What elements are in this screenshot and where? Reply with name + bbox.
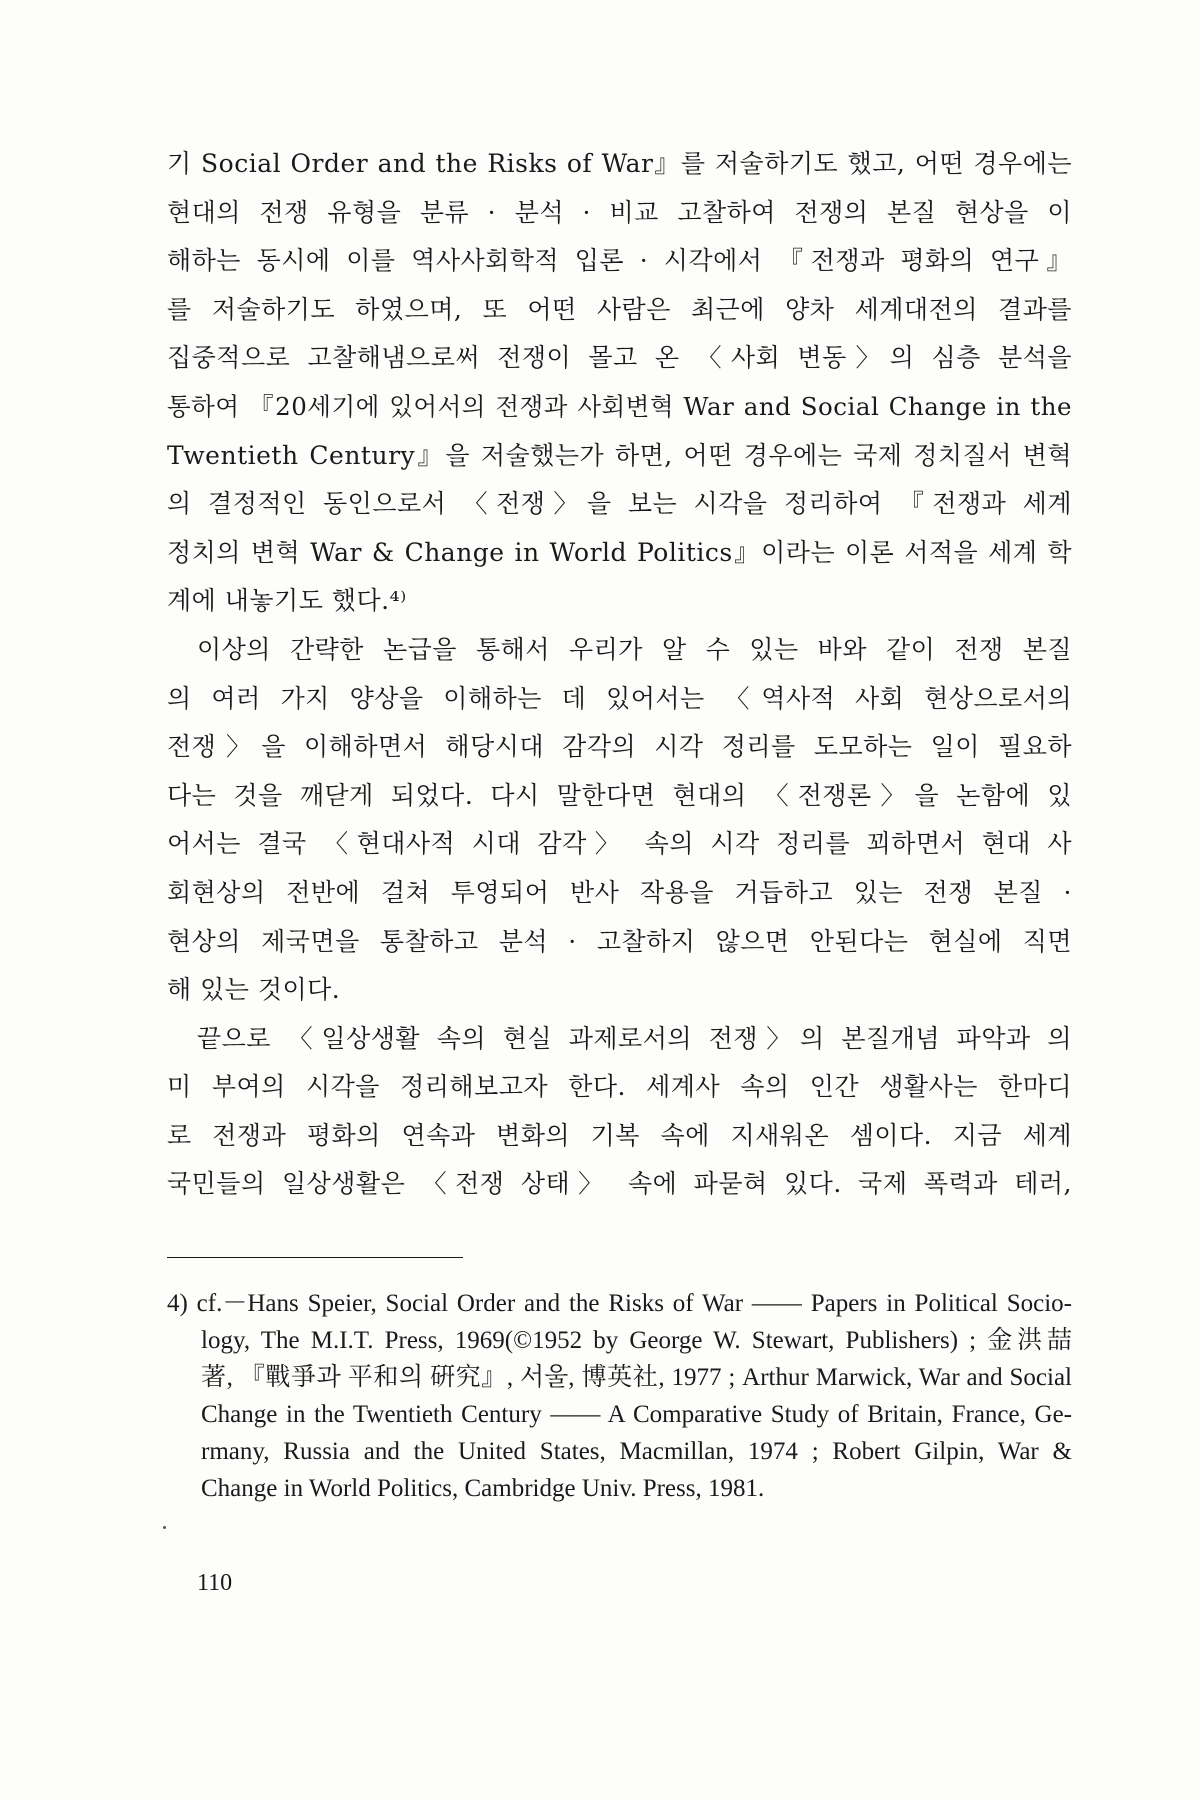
page-number: 110 <box>197 1570 233 1596</box>
scan-speck <box>163 1526 166 1529</box>
body-line: 전쟁〉을 이해하면서 해당시대 감각의 시각 정리를 도모하는 일이 필요하 <box>167 732 1072 762</box>
footnote-line: rmany, Russia and the United States, Macmillan, 1974 ; Robert Gilpin, War & <box>201 1438 1072 1465</box>
body-line: 다는 것을 깨닫게 되었다. 다시 말한다면 현대의 〈전쟁론〉을 논함에 있 <box>167 780 1072 810</box>
footnote <box>167 1285 1072 1507</box>
body-line: 계에 내놓기도 했다.⁴⁾ <box>167 586 407 616</box>
body-line: Twentieth Century』을 저술했는가 하면, 어떤 경우에는 국제 정치질서 변혁 <box>167 440 1072 470</box>
body-line: 끝으로 〈일상생활 속의 현실 과제로서의 전쟁〉의 본질개념 파악과 의 <box>197 1023 1072 1053</box>
footnote-line: Change in the Twentieth Century —— A Comparative Study of Britain, France, Ge- <box>201 1401 1072 1428</box>
body-line: 통하여 『20세기에 있어서의 전쟁과 사회변혁 War and Social Change in the <box>167 391 1072 421</box>
body-line: 어서는 결국 〈현대사적 시대 감각〉 속의 시각 정리를 꾀하면서 현대 사 <box>167 829 1072 859</box>
body-line: 집중적으로 고찰해냄으로써 전쟁이 몰고 온 〈사회 변동〉의 심층 분석을 <box>167 343 1072 373</box>
body-line: 회현상의 전반에 걸쳐 투영되어 반사 작용을 거듭하고 있는 전쟁 본질 · <box>167 877 1072 907</box>
body-line: 해 있는 것이다. <box>167 975 341 1005</box>
body-line: 기 Social Order and the Risks of War』를 저술하기도 했고, 어떤 경우에는 <box>167 149 1072 178</box>
body-line: 국민들의 일상생활은 〈전쟁 상태〉 속에 파묻혀 있다. 국제 폭력과 테러, <box>167 1169 1072 1199</box>
body-line: 현대의 전쟁 유형을 분류 · 분석 · 비교 고찰하여 전쟁의 본질 현상을 이 <box>167 197 1072 227</box>
body-line: 미 부여의 시각을 정리해보고자 한다. 세계사 속의 인간 생활사는 한마디 <box>167 1072 1072 1102</box>
body-text <box>167 140 1072 1209</box>
footnote-line: logy, The M.I.T. Press, 1969(©1952 by George W. Stewart, Publishers) ; 金洪喆 <box>201 1327 1072 1354</box>
body-line: 로 전쟁과 평화의 연속과 변화의 기복 속에 지새워온 셈이다. 지금 세계 <box>167 1120 1072 1150</box>
body-line: 의 결정적인 동인으로서 〈전쟁〉을 보는 시각을 정리하여 『전쟁과 세계 <box>167 489 1072 519</box>
body-line: 해하는 동시에 이를 역사사회학적 입론 · 시각에서 『전쟁과 평화의 연구』 <box>167 246 1072 276</box>
footnote-rule <box>167 1257 463 1258</box>
footnote-line: 4) cf.－Hans Speier, Social Order and the Risks of War —— Papers in Political Socio- <box>167 1290 1072 1317</box>
body-line: 현상의 제국면을 통찰하고 분석 · 고찰하지 않으면 안된다는 현실에 직면 <box>167 926 1072 956</box>
footnote-line: 著, 『戰爭과 平和의 硏究』, 서울, 博英社, 1977 ; Arthur Marwick, War and Social <box>201 1364 1072 1391</box>
footnote-line: Change in World Politics, Cambridge Univ. Press, 1981. <box>201 1475 765 1502</box>
body-line: 의 여러 가지 양상을 이해하는 데 있어서는 〈역사적 사회 현상으로서의 <box>167 683 1072 713</box>
body-line: 를 저술하기도 하였으며, 또 어떤 사람은 최근에 양차 세계대전의 결과를 <box>167 294 1072 324</box>
body-line: 정치의 변혁 War & Change in World Politics』이라는 이론 서적을 세계 학 <box>167 537 1072 567</box>
body-line: 이상의 간략한 논급을 통해서 우리가 알 수 있는 바와 같이 전쟁 본질 <box>197 634 1072 664</box>
